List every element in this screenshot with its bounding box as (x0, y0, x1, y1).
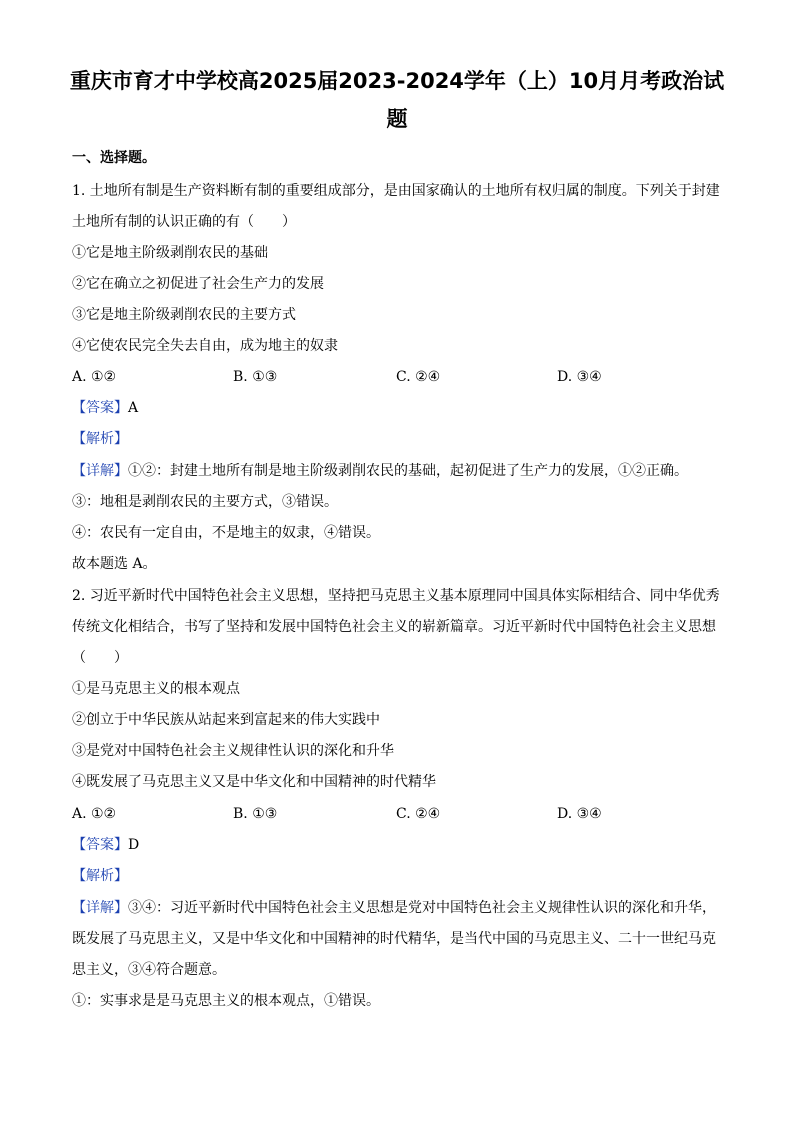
answer-tag: 【答案】 (72, 400, 128, 416)
q1-detail-line-2: ③：地租是剥削农民的主要方式，③错误。 (72, 494, 338, 510)
answer-tag: 【答案】 (72, 837, 128, 853)
q1-analysis-tag: 【解析】 (72, 431, 128, 447)
q2-stem-line-1: 2. 习近平新时代中国特色社会主义思想，坚持把马克思主义基本原理同中国具体实际相结合、同中华优秀 (72, 588, 720, 604)
q2-option-d: D. ③④ (557, 806, 602, 822)
q1-option-a: A. ①② (72, 369, 117, 385)
q1-detail-line-1 (72, 461, 722, 481)
q1-option-b: B. ①③ (233, 369, 278, 385)
page-title (60, 62, 734, 138)
q2-statement-4: ④既发展了马克思主义又是中华文化和中国精神的时代精华 (72, 774, 436, 790)
q1-statement-2: ②它在确立之初促进了社会生产力的发展 (72, 276, 324, 292)
q2-option-b: B. ①③ (233, 806, 278, 822)
q2-stem-line-2: 传统文化相结合，书写了坚持和发展中国特色社会主义的崭新篇章。习近平新时代中国特色社会主义思想 (72, 619, 716, 635)
q2-option-a: A. ①② (72, 806, 117, 822)
q2-option-c: C. ②④ (396, 806, 441, 822)
q2-detail-line-3: 思主义，③④符合题意。 (72, 962, 226, 978)
title-line-2: 题 (386, 107, 408, 131)
q2-detail-line-1 (72, 898, 722, 918)
section-heading: 一、选择题。 (72, 150, 156, 166)
q1-detail-line-3: ④：农民有一定自由，不是地主的奴隶，④错误。 (72, 525, 380, 541)
title-line-1: 重庆市育才中学校高2025届2023-2024学年（上）10月月考政治试 (69, 69, 725, 93)
detail-tag: 【详解】 (72, 463, 128, 479)
detail-text: ①②：封建土地所有制是地主阶级剥削农民的基础，起初促进了生产力的发展，①②正确。 (128, 463, 688, 479)
q1-detail-line-4: 故本题选 A。 (72, 556, 157, 572)
q2-answer-line (72, 835, 722, 855)
q2-detail-line-4: ①：实事求是是马克思主义的根本观点，①错误。 (72, 993, 380, 1009)
q1-statement-4: ④它使农民完全失去自由，成为地主的奴隶 (72, 338, 338, 354)
detail-text: ③④：习近平新时代中国特色社会主义思想是党对中国特色社会主义规律性认识的深化和升华， (128, 900, 716, 916)
q2-stem-line-3: （ ） (72, 650, 128, 666)
q2-analysis-tag: 【解析】 (72, 868, 128, 884)
q1-answer-line (72, 398, 722, 418)
answer-value: D (128, 837, 140, 853)
q1-option-c: C. ②④ (396, 369, 441, 385)
q2-detail-line-2: 既发展了马克思主义，又是中华文化和中国精神的时代精华，是当代中国的马克思主义、二十一世纪马克 (72, 931, 716, 947)
q2-statement-3: ③是党对中国特色社会主义规律性认识的深化和升华 (72, 743, 394, 759)
q1-statement-1: ①它是地主阶级剥削农民的基础 (72, 245, 268, 261)
q1-stem-line-1: 1. 土地所有制是生产资料断有制的重要组成部分，是由国家确认的土地所有权归属的制度。下列关于封建 (72, 183, 720, 199)
detail-tag: 【详解】 (72, 900, 128, 916)
q1-stem-line-2: 土地所有制的认识正确的有（ ） (72, 214, 296, 230)
q2-statement-1: ①是马克思主义的根本观点 (72, 681, 240, 697)
q1-statement-3: ③它是地主阶级剥削农民的主要方式 (72, 307, 296, 323)
q1-option-d: D. ③④ (557, 369, 602, 385)
q2-statement-2: ②创立于中华民族从站起来到富起来的伟大实践中 (72, 712, 380, 728)
answer-value: A (128, 400, 139, 416)
